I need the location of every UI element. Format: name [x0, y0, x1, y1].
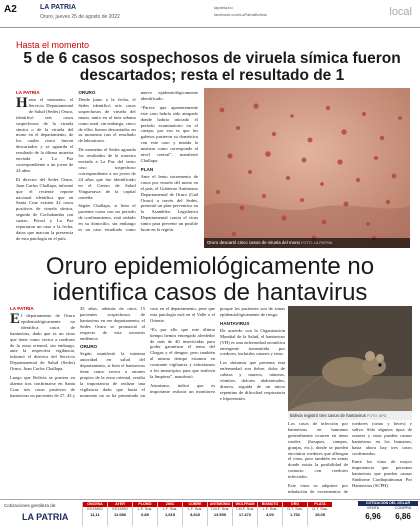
story1-photo-credit: FOTO: LA PATRIA	[301, 241, 333, 245]
story1-paragraph: De momento el Sedes aguarda los resultados de la muestra enviada a La Paz del sexto caso sospechoso correspondiente a un joven de 24 años que fue identificado en el Centro de Salud Vinguerawa de la capital orureña.	[78, 147, 136, 200]
skin-lesions-image	[204, 88, 410, 248]
story1-photo-caption: Oruro descartó cinco casos de viruela del mono FOTO: LA PATRIA	[204, 238, 410, 248]
brand-logo: LA PATRIA	[40, 4, 77, 11]
ticker-cell: COBRE L.F. Sus. 3,643	[182, 502, 207, 526]
ticker-cell: ORO O.T. Sus. 1.752	[282, 502, 307, 526]
ticker-cell: AYER ESTAÑO 11.080	[107, 502, 132, 526]
ticker-cell: PLOMO L.F. Sus. 0,89	[132, 502, 157, 526]
story1-paragraph: Hasta el momento, el Servicio Departamental de Salud (Sedes) Oruro, identificó seis casos sospechosos de la viruela símica o de la viruela del mono en el departamento, de los cuales cinco fueron descartados y se aguarda el resultado de la última muestra enviada a La Paz correspondiente a un joven de 24 años.	[16, 95, 74, 173]
ticker-cell: PLATA O.T. Sus. 19,05	[307, 502, 332, 526]
dateline: Oruro, jueves 25 de agosto de 2022	[40, 14, 120, 20]
ticker-label: Cotizaciones gentileza de:	[4, 503, 57, 508]
story1-paragraph: El director del Sedes Oruro, Juan Carlos Challapa, informó que el reciente reporte nacional identifica que en Santa Cruz existen 42 casos positivos de viruela símica, seguido de Cochabamba con cuatro, Potosí y La Paz reportaron un caso a la fecha, datos que marcan la presencia de esta patología en el país.	[16, 176, 74, 241]
story2-paragraph: Según manifestó la máxima autoridad en salud del departamento, si bien el hantavirus tiene como vector a ratones propios de la zona oriental, resalta la importancia de realizar una vigilancia dado que hasta el momento no se ha presentado un caso en el departamento, pese que esta patología está en el Valle o el Oriente.	[80, 306, 215, 398]
story1-paragraph: Desde junio a la fecha, el Sedes identificó seis casos sospechosos de viruela del mono, tanto en el área urbana como rural, sin embargo, cinco de ellos fueron descartados en su momento tras el resultado de laboratorio.	[78, 97, 136, 144]
story2-paragraph: Este virus se adquiere por inhalación de excrementos de roedores (orina y heces) y saliva. Sólo algunos tipos de ratones y ratas pueden causar hantavirus en los humanos, hasta ahora hay tres casos confirmados.	[288, 421, 412, 494]
ticker-cell: ZINC L.F. Sus. 1,615	[157, 502, 182, 526]
ticker-cell: ANTIMONIO T.M.F. Sus. 13.500	[207, 502, 232, 526]
story1-paragraph: Ante el lento incremento de casos por viruela del mono en el país, el Gobierno Autónomo Departamental de Oruro (Gad Oruro) a través del Sedes, presentó un plan preventivo en la Asamblea Legislativa Departamental contra el virus simio para prevenir un posible brote en la región.	[140, 173, 198, 233]
story1-paragraph: “Parece que aparentemente este caso habría sido atrapado donde habría iniciado el período examinatorio en el cuerpo, por eso es que los galenos pusieron su doméstica con este caso y manda la muestra como corresponde al nivel central”, manifestó Challapa.	[140, 104, 198, 163]
ticker-cell: WOLFRAM T.M.F. Sus. 17.472	[232, 502, 257, 526]
story2-body	[10, 306, 285, 494]
story2-drop-cap: E	[10, 311, 21, 327]
story2-paragraph: De acuerdo con la Organización Mundial de la Salud, el hantavirus (VH) es una enfermedad zoonótica emergente transmitida por roedores, incluidos ratones y ratas.	[220, 327, 285, 357]
story1-body	[16, 90, 198, 250]
ticker-brand: LA PATRIA	[22, 512, 69, 522]
story2-photo-caption: Bolivia registró tres casos de hantavirus FOTO: APG	[288, 411, 412, 420]
story2-paragraph: “Es por ello que este último tiempo hemos entregado alrededor de más de 40 insecticidas para poder garantizar el tema del Chagas y el dengue, pero también al mismo tiempo estamos en constante vigilancia y exhortamos a los municipios para que realicen la limpieza”, manifestó.	[150, 326, 215, 379]
page-number: A2	[4, 4, 17, 15]
story1-subhead: ORURO	[78, 90, 96, 95]
story2-subhead: HANTAVIRUS	[220, 320, 250, 326]
story1-paragraph: Según Challapa, si bien el paciente cursa con un periodo de confinamiento, está aislado en su domicilio, sin embargo es un caso estudiado como nuevo epidemiológicamente identificado.	[78, 90, 198, 233]
facebook: facebook.com/LaPatriaBolivia	[214, 12, 267, 17]
story2-paragraph: Los síntomas que presenta esta enfermedad son fiebre, dolor de cabeza y mareos, náuseas, vómitos, dolores abdominales, diarrea, seguida de un inicio repentino de dificultad respiratoria e hipotensión.	[220, 360, 285, 401]
page-header	[0, 0, 420, 28]
story2-body-continued	[288, 421, 412, 495]
story2-paragraph: Entre los virus de mayor importancia que personas hantavirus que pueden causar Síndrome Cardiopulmonar Por Hantavirus (SCPH).	[352, 459, 412, 489]
story2-paragraph: El departamento de Oruro epidemiológicamente no identifica casos de hantavirus, dado que es un virus que tiene como vector a roedores de la zona oriental, sin embargo, ante la respectiva vigilancia, informó el director del Servicio Departamental de Salud (Sedes) Oruro, Juan Carlos Challapa.	[10, 311, 75, 372]
website: lapatria.bo	[214, 5, 233, 10]
metals-ticker	[0, 499, 420, 527]
story1-headline: 5 de 6 casos sospechosos de viruela símica fueron descartados; resta el resultado de 1	[23, 50, 401, 84]
story1-byline: LA PATRIA	[16, 90, 40, 95]
fx-title: COTIZACIÓN DEL DÓLAR	[358, 501, 418, 506]
story2-headline: Oruro epidemiológicamente no identifica casos de hantavirus	[45, 253, 375, 306]
ticker-cell: BISMUTO L.F. Sus. 4,00	[257, 502, 282, 526]
story2-paragraph: Luego que Bolivia se pusiera en alarma tras confirmarse en Santa Cruz tres casos positivos de hantavirus en pacientes de 27, 43 y 45 años, además de otros 15 pacientes sospechosos de hantavirus en ese departamento, el Sedes Oruro se pronunció al respecto de esta zoonosis endémica.	[10, 306, 145, 398]
story1-photo	[204, 88, 410, 248]
story2-subhead: ORURO	[80, 344, 98, 350]
story2-photo	[288, 306, 412, 411]
dollar-exchange	[358, 501, 418, 527]
story2-byline: LA PATRIA	[10, 306, 34, 311]
story2-photo-credit: FOTO: APG	[367, 414, 387, 418]
story1-drop-cap: H	[16, 95, 28, 111]
fx-buy: VENTA 6,96	[365, 506, 381, 521]
ticker-cell: ONCENA ESTAÑO 11,11	[82, 502, 107, 526]
story2-paragraph: Los casos de infección por hantavirus en humanos generalmente ocurren en áreas rurales (bosques, campos, granjas, etc.), donde se pueden encontrar roedores que albergan el virus, pero también en zonas donde exista la posibilidad de contacto con roedores infectados.	[288, 421, 348, 480]
story2-paragraph: Asimismo, indicó que es importante realizar un monitoreo porque los pacientes son de zonas epidemiológicamente de riesgo.	[150, 306, 285, 394]
fx-sell: COMPRA 6,86	[394, 506, 412, 521]
section-label: local	[389, 6, 412, 18]
ticker-cells	[82, 502, 332, 526]
story1-kicker: Hasta el momento	[16, 40, 90, 50]
mouse-image	[288, 306, 412, 411]
story1-subhead: PLAN	[140, 166, 154, 172]
